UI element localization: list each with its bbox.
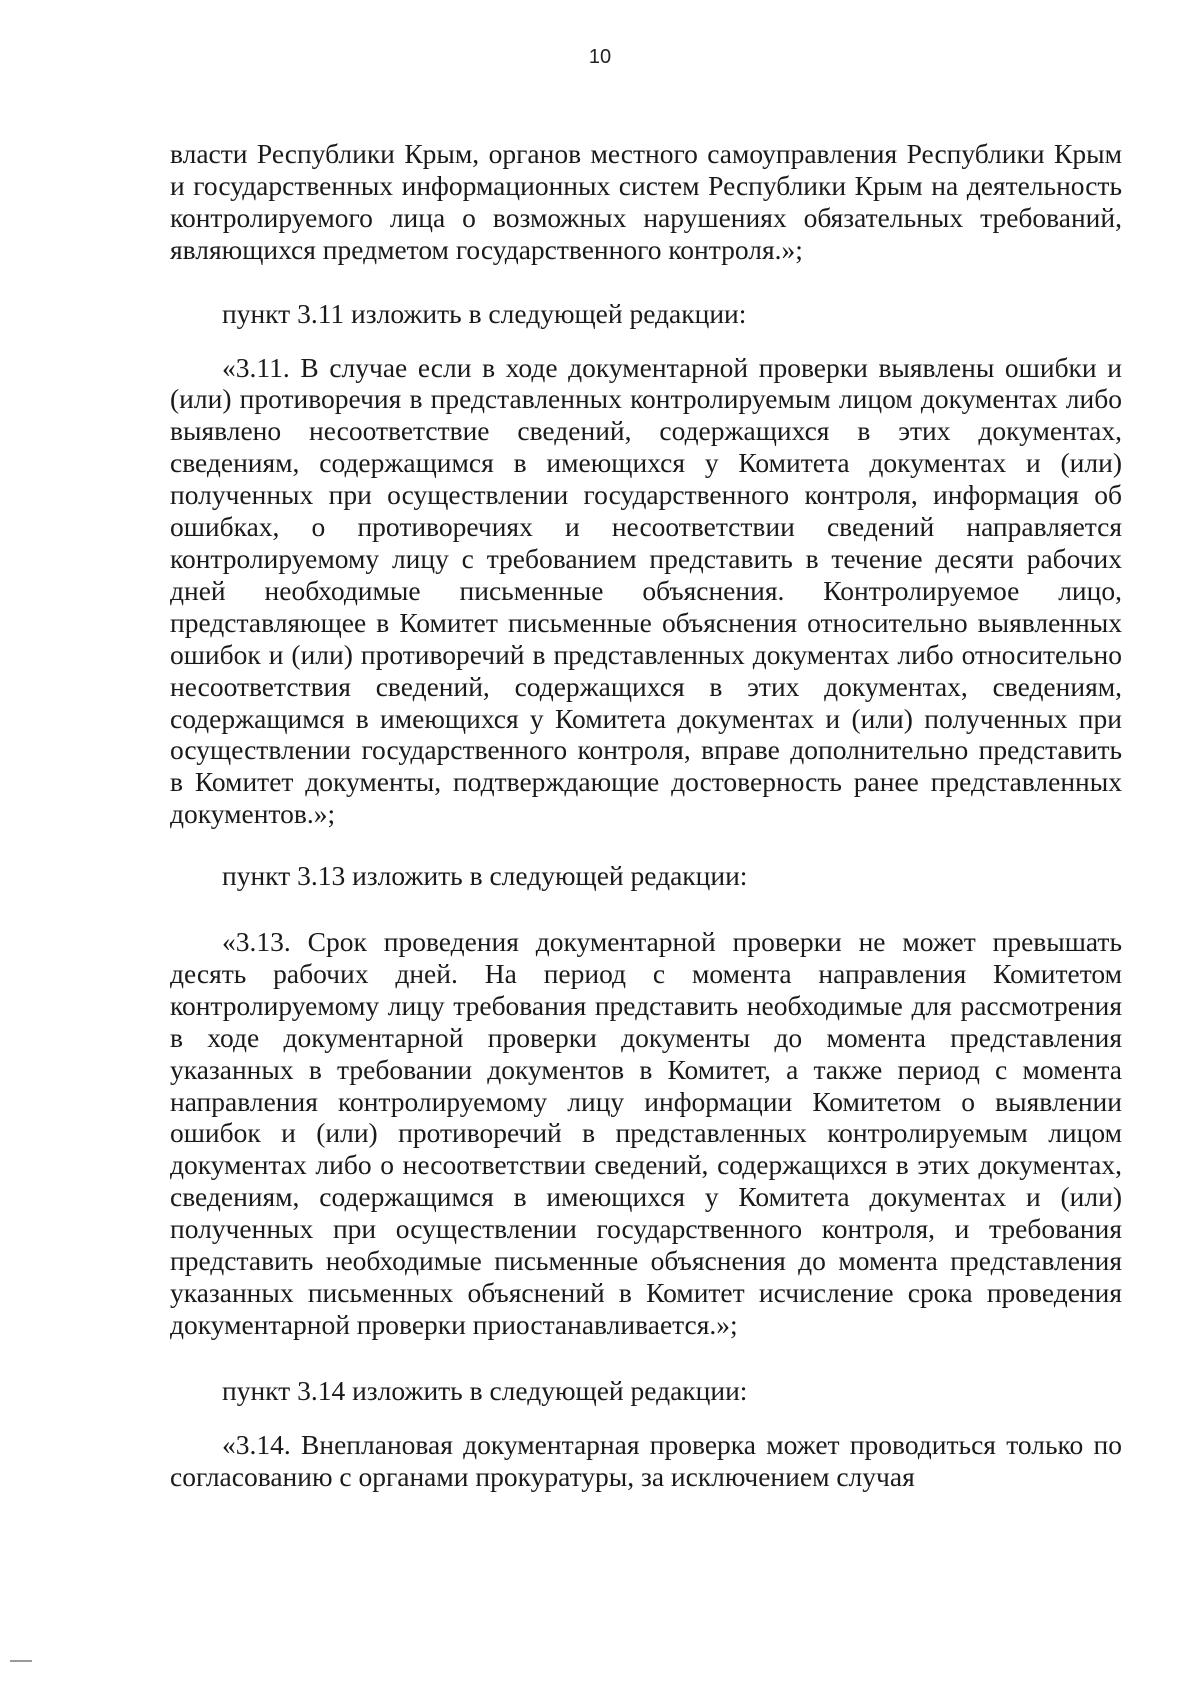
scan-edge-mark (10, 1660, 32, 1662)
paragraph-amendment-3-11-intro: пункт 3.11 изложить в следующей редакции: (222, 297, 747, 329)
document-body (170, 138, 1122, 1493)
paragraph-continuation: власти Республики Крым, органов местного самоуправления Республики Крым и государственных информационных систем Республики Крым на деятельность контролируемого лица о возможных нарушениях обязательных требований, являющихся предметом государственного контроля.»; (170, 138, 1122, 265)
paragraph-clause-3-11: «3.11. В случае если в ходе документарной проверки выявлены ошибки и (или) противоречия в представленных контролируемым лицом документах либо выявлено несоответствие сведений, содержащихся в этих документах, сведениям, содержащимся в имеющихся у Комитета документах и (или) полученных при осуществлении государственного контроля, информация об ошибках, о противоречиях и несоответствии сведений направляется контролируемому лицу с требованием представить в течение десяти рабочих дней необходимые письменные объяснения. Контролируемое лицо, представляющее в Комитет письменные объяснения относительно выявленных ошибок и (или) противоречий в представленных документах либо относительно несоответствия сведений, содержащихся в этих документах, сведениям, содержащимся в имеющихся у Комитета документах и (или) полученных при осуществлении государственного контроля, вправе дополнительно представить в Комитет документы, подтверждающие достоверность ранее представленных документов.»; (170, 351, 1122, 830)
page-number: 10 (588, 46, 612, 68)
paragraph-amendment-3-14-intro: пункт 3.14 изложить в следующей редакции: (222, 1374, 748, 1406)
paragraph-amendment-3-13-intro: пункт 3.13 изложить в следующей редакции: (222, 860, 748, 892)
paragraph-clause-3-14: «3.14. Внеплановая документарная проверка может проводиться только по согласованию с органами прокуратуры, за исключением случая (170, 1428, 1122, 1492)
paragraph-clause-3-13: «3.13. Срок проведения документарной проверки не может превышать десять рабочих дней. На период с момента направления Комитетом контролируемому лицу требования представить необходимые для рассмотрения в ходе документарной проверки документы до момента представления указанных в требовании документов в Комитет, а также период с момента направления контролируемому лицу информации Комитетом о выявлении ошибок и (или) противоречий в представленных контролируемым лицом документах либо о несоответствии сведений, содержащихся в этих документах, сведениям, содержащимся в имеющихся у Комитета документах и (или) полученных при осуществлении государственного контроля, и требования представить необходимые письменные объяснения до момента представления указанных письменных объяснений в Комитет исчисление срока проведения документарной проверки приостанавливается.»; (170, 926, 1122, 1340)
